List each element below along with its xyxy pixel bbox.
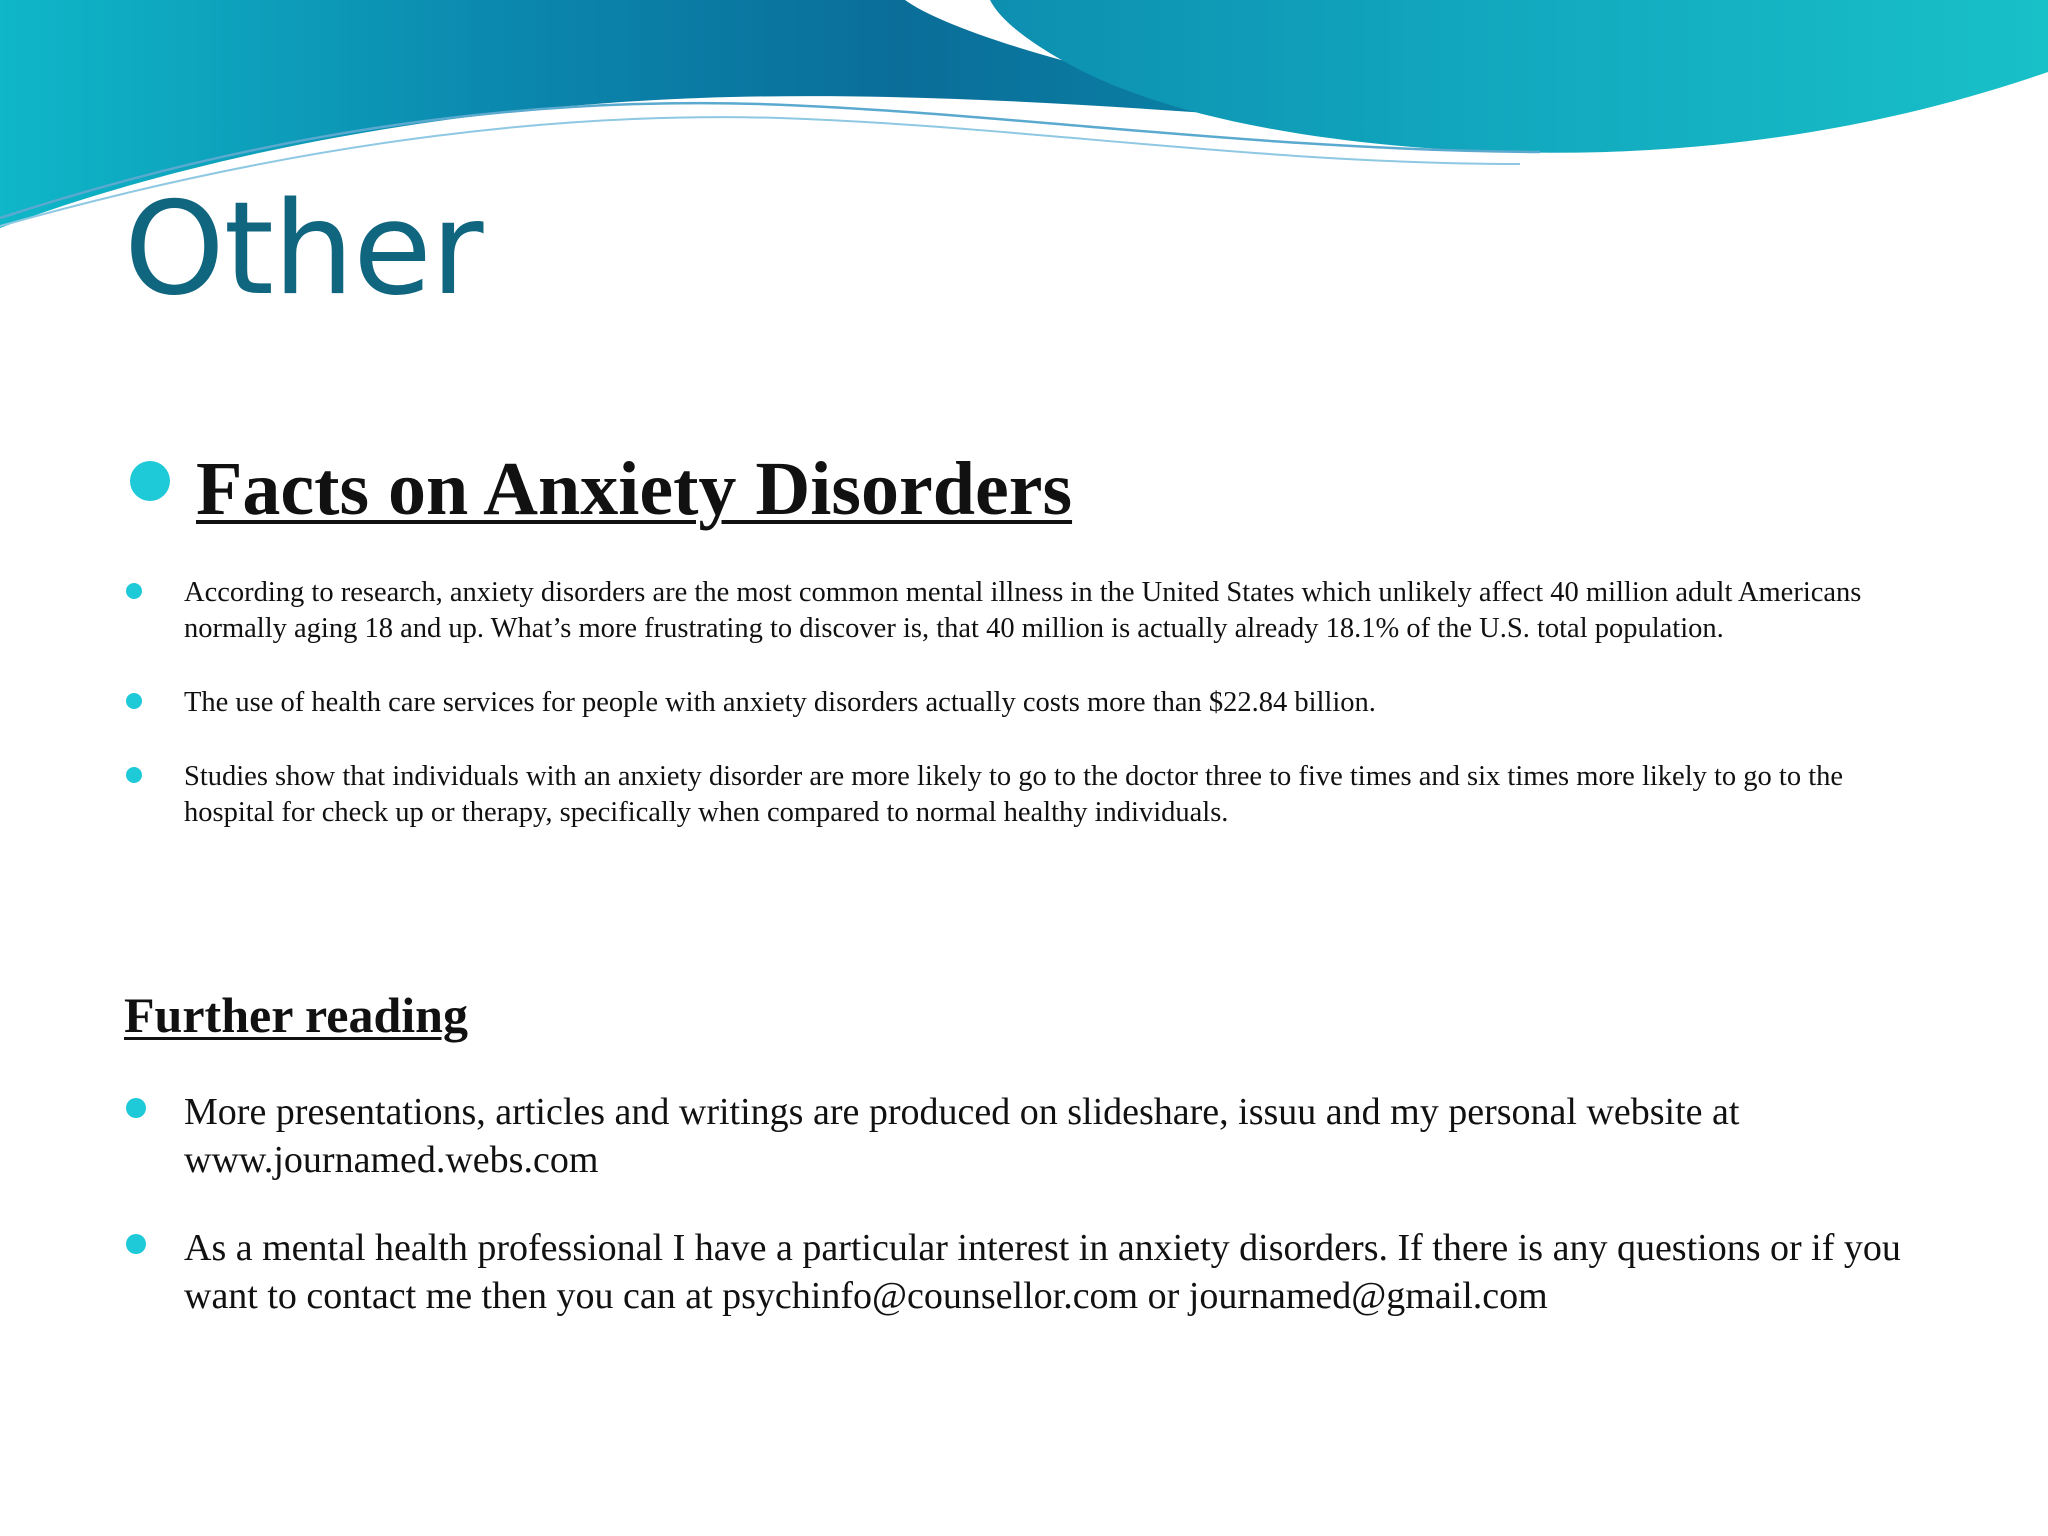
bullet-icon	[126, 583, 142, 599]
reading-text: More presentations, articles and writings are produced on slideshare, issuu and my personal website at www.journamed.webs.com	[184, 1091, 1740, 1181]
list-item	[124, 759, 1924, 831]
further-reading-heading: Further reading	[124, 987, 468, 1043]
bullet-icon	[126, 1098, 146, 1118]
list-item	[124, 575, 1924, 647]
fact-text: The use of health care services for people with anxiety disorders actually costs more than $22.84 billion.	[184, 687, 1376, 718]
slide-title: Other	[124, 175, 483, 324]
reading-text: As a mental health professional I have a particular interest in anxiety disorders. If there is any questions or if you want to contact me then you can at psychinfo@counsellor.com or journamed@gmail.com	[184, 1227, 1901, 1317]
fact-text: Studies show that individuals with an anxiety disorder are more likely to go to the doctor three to five times and six times more likely to go to the hospital for check up or therapy, specifically when compared to normal healthy individuals.	[184, 761, 1844, 828]
facts-heading: Facts on Anxiety Disorders	[196, 447, 1073, 531]
further-reading-list	[124, 1088, 1944, 1360]
bullet-icon	[126, 1234, 146, 1254]
list-item	[124, 685, 1924, 721]
heading-bullet-icon	[130, 461, 170, 501]
bullet-icon	[126, 693, 142, 709]
fact-text: According to research, anxiety disorders are the most common mental illness in the United States which unlikely affect 40 million adult Americans normally aging 18 and up. What’s more frustrating to discover is, that 40 million is actually already 18.1% of the U.S. total population.	[184, 577, 1862, 644]
facts-heading-row	[130, 448, 1072, 532]
bullet-icon	[126, 767, 142, 783]
list-item	[124, 1224, 1944, 1320]
list-item	[124, 1088, 1944, 1184]
wave-band-right	[990, 0, 2048, 153]
facts-list	[124, 575, 1924, 869]
